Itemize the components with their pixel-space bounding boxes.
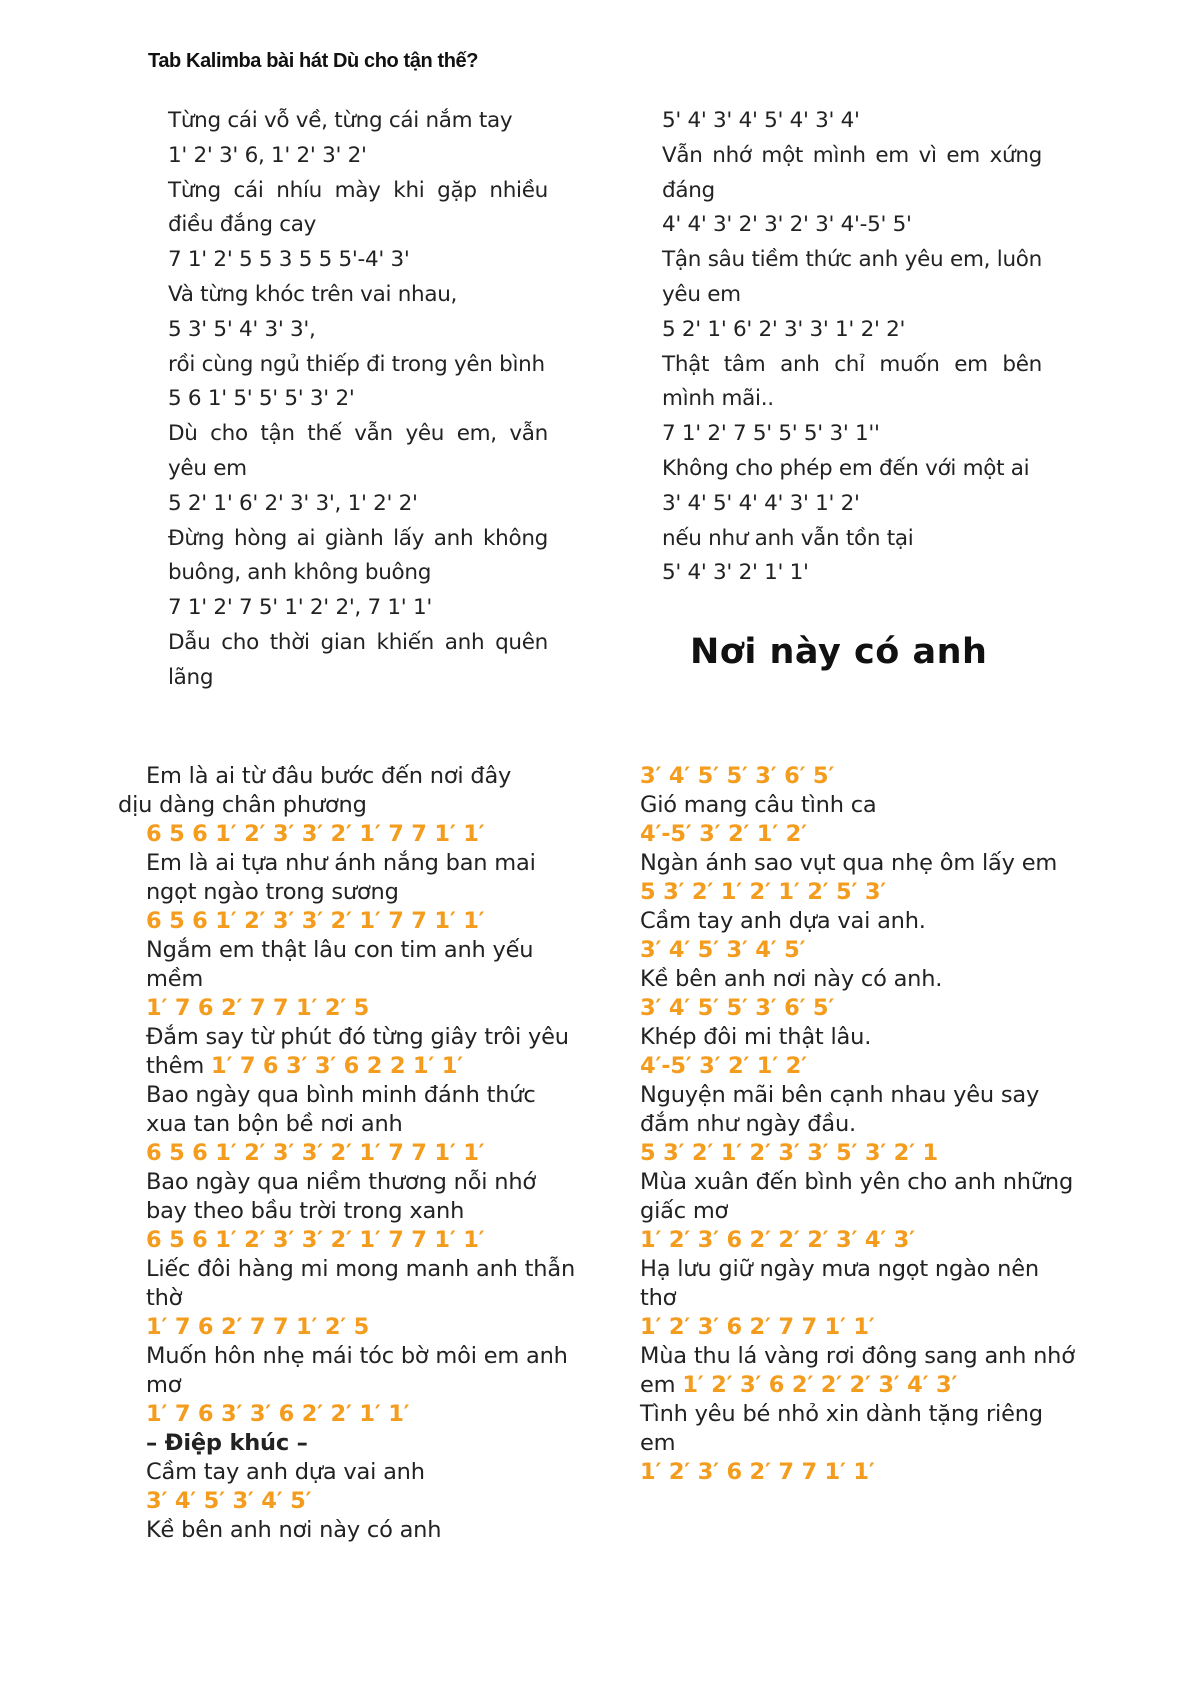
lyric-line: Tình yêu bé nhỏ xin dành tặng riêng em xyxy=(640,1401,1043,1456)
lyric-line: Tận sâu tiềm thức anh yêu em, luôn yêu em xyxy=(662,247,1042,307)
tab-line: 7 1' 2' 7 5' 1' 2' 2', 7 1' 1' xyxy=(168,595,432,621)
tab-line: 1′ 7 6 3′ 3′ 6 2′ 2′ 1′ 1′ xyxy=(146,1401,410,1427)
tab-line: 5 3′ 2′ 1′ 2′ 3′ 3′ 5′ 3′ 2′ 1 xyxy=(640,1140,938,1166)
lyric-text: Em là ai từ đâu bước đến nơi đây xyxy=(146,763,512,789)
lyric-line: Ngắm em thật lâu con tim anh yếu mềm xyxy=(146,937,534,992)
tab-inline: 1′ 2′ 3′ 6 2′ 2′ 2′ 3′ 4′ 3′ xyxy=(682,1372,958,1398)
lyric-line: rồi cùng ngủ thiếp đi trong yên bình xyxy=(168,351,545,377)
tab-line: 4' 4' 3' 2' 3' 2' 3' 4'-5' 5' xyxy=(662,212,912,238)
lyric-line: Dù cho tận thế vẫn yêu em, vẫn yêu em xyxy=(168,421,548,481)
tab-line: 5 2' 1' 6' 2' 3' 3' 1' 2' 2' xyxy=(662,316,906,342)
tab-line: 3′ 4′ 5′ 3′ 4′ 5′ xyxy=(640,937,806,963)
lyric-text: Mùa thu lá vàng rơi đông sang anh nhớ em xyxy=(640,1343,1075,1398)
tab-line: 1′ 7 6 2′ 7 7 1′ 2′ 5 xyxy=(146,1314,370,1340)
lyric-line xyxy=(146,1023,576,1081)
tab-line: 5' 4' 3' 4' 5' 4' 3' 4' xyxy=(662,108,860,133)
tab-line: 5 3' 5' 4' 3' 3', xyxy=(168,316,316,342)
tab-line: 7 1' 2' 5 5 3 5 5 5'-4' 3' xyxy=(168,247,410,273)
lyric-line: Bao ngày qua bình minh đánh thức xua tan bộn bề nơi anh xyxy=(146,1082,536,1137)
tab-line: 1′ 2′ 3′ 6 2′ 7 7 1′ 1′ xyxy=(640,1459,875,1485)
song1-right-column xyxy=(662,104,1042,591)
tab-line: 3′ 4′ 5′ 5′ 3′ 6′ 5′ xyxy=(640,763,835,789)
lyric-line: Và từng khóc trên vai nhau, xyxy=(168,281,458,307)
tab-line: 3′ 4′ 5′ 3′ 4′ 5′ xyxy=(146,1488,312,1514)
tab-line: 5 3′ 2′ 1′ 2′ 1′ 2′ 5′ 3′ xyxy=(640,879,887,905)
lyric-line: Ngàn ánh sao vụt qua nhẹ ôm lấy em xyxy=(640,850,1058,876)
tab-inline: 1′ 7 6 3′ 3′ 6 2 2 1′ 1′ xyxy=(211,1053,463,1079)
tab-line: 3' 4' 5' 4' 4' 3' 1' 2' xyxy=(662,490,860,516)
song2-left-column xyxy=(118,762,576,1545)
tab-line: 7 1' 2' 7 5' 5' 5' 3' 1'' xyxy=(662,421,880,447)
song2-title: Nơi này có anh xyxy=(690,632,988,672)
song1-left-column xyxy=(168,104,548,696)
lyric-line: Kề bên anh nơi này có anh xyxy=(146,1517,442,1543)
lyric-text: Đắm say từ phút đó từng giây trôi yêu thêm xyxy=(146,1024,569,1079)
tab-line: 5 2' 1' 6' 2' 3' 3', 1' 2' 2' xyxy=(168,490,418,516)
lyric-line: Cầm tay anh dựa vai anh. xyxy=(640,908,926,934)
lyric-line: nếu như anh vẫn tồn tại xyxy=(662,525,914,551)
lyric-line: Bao ngày qua niềm thương nỗi nhớ bay theo bầu trời trong xanh xyxy=(146,1169,536,1224)
tab-line: 1′ 2′ 3′ 6 2′ 7 7 1′ 1′ xyxy=(640,1314,875,1340)
tab-line: 6 5 6 1′ 2′ 3′ 3′ 2′ 1′ 7 7 1′ 1′ xyxy=(146,821,485,847)
lyric-line: Em là ai tựa như ánh nắng ban mai ngọt ngào trong sương xyxy=(146,850,536,905)
song2-right-column xyxy=(640,762,1080,1487)
lyric-line: dịu dàng chân phương xyxy=(118,792,367,818)
lyric-line: Từng cái nhíu mày khi gặp nhiều điều đắng cay xyxy=(168,177,548,238)
tab-line: 3′ 4′ 5′ 5′ 3′ 6′ 5′ xyxy=(640,995,835,1021)
tab-line: 1′ 7 6 2′ 7 7 1′ 2′ 5 xyxy=(146,995,370,1021)
lyric-line: Thật tâm anh chỉ muốn em bên mình mãi.. xyxy=(662,351,1042,412)
tab-line: 6 5 6 1′ 2′ 3′ 3′ 2′ 1′ 7 7 1′ 1′ xyxy=(146,1227,485,1253)
lyric-line: Không cho phép em đến với một ai xyxy=(662,455,1030,481)
lyric-line: Đừng hòng ai giành lấy anh không buông, anh không buông xyxy=(168,525,548,586)
lyric-line: Kề bên anh nơi này có anh. xyxy=(640,966,943,992)
lyric-line: Từng cái vỗ về, từng cái nắm tay xyxy=(168,108,513,133)
lyric-line: Mùa xuân đến bình yên cho anh những giấc mơ xyxy=(640,1169,1074,1224)
lyric-line: Cầm tay anh dựa vai anh xyxy=(146,1459,425,1485)
tab-line: 6 5 6 1′ 2′ 3′ 3′ 2′ 1′ 7 7 1′ 1′ xyxy=(146,1140,485,1166)
tab-line: 1' 2' 3' 6, 1' 2' 3' 2' xyxy=(168,142,367,168)
lyric-line xyxy=(640,1342,1080,1400)
tab-line: 4′-5′ 3′ 2′ 1′ 2′ xyxy=(640,1053,807,1079)
lyric-line: Dẫu cho thời gian khiến anh quên lãng xyxy=(168,629,548,690)
lyric-line: Muốn hôn nhẹ mái tóc bờ môi em anh mơ xyxy=(146,1343,568,1398)
tab-line: 4′-5′ 3′ 2′ 1′ 2′ xyxy=(640,821,807,847)
tab-line: 1′ 2′ 3′ 6 2′ 2′ 2′ 3′ 4′ 3′ xyxy=(640,1227,915,1253)
lyric-line: Hạ lưu giữ ngày mưa ngọt ngào nên thơ xyxy=(640,1256,1039,1311)
document-title: Tab Kalimba bài hát Dù cho tận thế? xyxy=(148,50,479,72)
chorus-label: – Điệp khúc – xyxy=(146,1430,308,1456)
tab-line: 5' 4' 3' 2' 1' 1' xyxy=(662,560,809,586)
lyric-line: Nguyện mãi bên cạnh nhau yêu say đắm như ngày đầu. xyxy=(640,1082,1040,1137)
lyric-line: Gió mang câu tình ca xyxy=(640,792,877,818)
tab-line: 5 6 1' 5' 5' 5' 3' 2' xyxy=(168,386,355,412)
lyric-line: Vẫn nhớ một mình em vì em xứng đáng xyxy=(662,142,1042,203)
lyric-line xyxy=(146,762,576,791)
lyric-line: Liếc đôi hàng mi mong manh anh thẫn thờ xyxy=(146,1256,576,1311)
tab-line: 6 5 6 1′ 2′ 3′ 3′ 2′ 1′ 7 7 1′ 1′ xyxy=(146,908,485,934)
lyric-line: Khép đôi mi thật lâu. xyxy=(640,1024,872,1050)
